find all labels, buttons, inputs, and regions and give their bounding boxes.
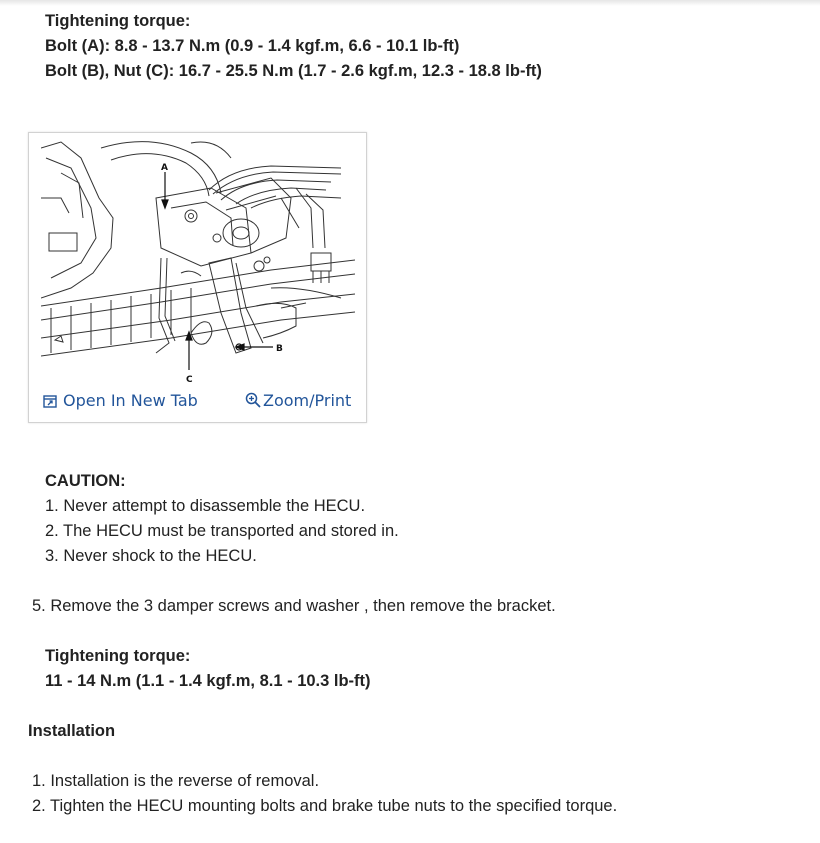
caution-item: 1. Never attempt to disassemble the HECU.	[45, 497, 366, 515]
callout-a-label: A	[161, 163, 168, 173]
page-top-shadow	[0, 0, 820, 6]
open-in-new-tab-icon	[43, 394, 58, 408]
spec1-line1: Bolt (A): 8.8 - 13.7 N.m (0.9 - 1.4 kgf.m, 6.6 - 10.1 lb-ft)	[45, 37, 460, 55]
caution-item: 2. The HECU must be transported and stored in.	[45, 522, 399, 540]
hecu-diagram	[41, 138, 355, 386]
caution-item: 3. Never shock to the HECU.	[45, 547, 257, 565]
figure-frame	[28, 132, 367, 423]
zoom-print-label: Zoom/Print	[263, 391, 352, 410]
caution-heading: CAUTION:	[45, 472, 126, 490]
magnifier-plus-icon	[245, 392, 261, 408]
installation-heading: Installation	[28, 722, 116, 740]
open-in-new-tab-label: Open In New Tab	[63, 391, 198, 410]
zoom-print-link[interactable]	[245, 391, 351, 410]
spec2-heading: Tightening torque:	[45, 647, 191, 665]
spec1-heading: Tightening torque:	[45, 12, 191, 30]
callout-c-label: C	[186, 375, 193, 385]
callout-b-label: B	[276, 344, 283, 354]
spec1-line2: Bolt (B), Nut (C): 16.7 - 25.5 N.m (1.7 - 2.6 kgf.m, 12.3 - 18.8 lb-ft)	[45, 62, 542, 80]
figure-links-bar	[29, 385, 366, 421]
installation-item: 1. Installation is the reverse of removal.	[32, 772, 320, 790]
step-5-text: 5. Remove the 3 damper screws and washer , then remove the bracket.	[32, 597, 556, 615]
installation-item: 2. Tighten the HECU mounting bolts and brake tube nuts to the specified torque.	[32, 797, 618, 815]
spec2-line1: 11 - 14 N.m (1.1 - 1.4 kgf.m, 8.1 - 10.3 lb-ft)	[45, 672, 371, 690]
open-in-new-tab-link[interactable]	[43, 391, 198, 410]
